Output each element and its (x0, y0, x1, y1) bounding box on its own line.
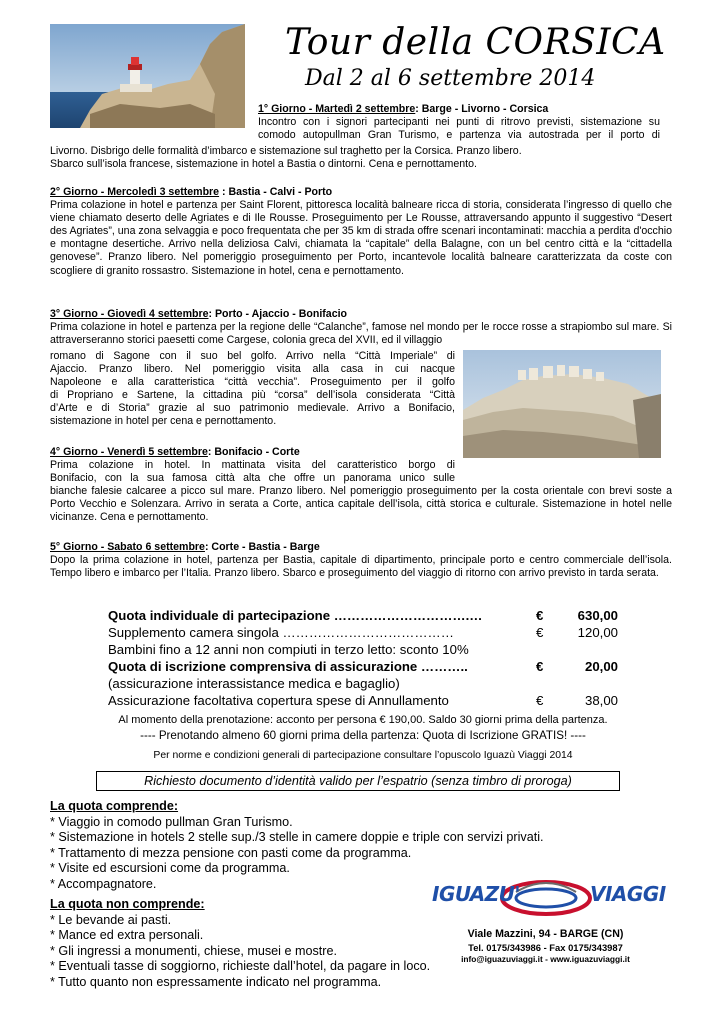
agency-phone: Tel. 0175/343986 - Fax 0175/343987 (468, 942, 623, 953)
logo-text-right: VIAGGI (590, 882, 666, 906)
list-item: * Mance ed extra personali. (50, 928, 204, 943)
agency-web: info@iguazuviaggi.it - www.iguazuviaggi.it (461, 954, 630, 964)
day4-line-2: Bonifacio, con la sua famosa città alta che offre un panorama unico sulle (50, 472, 455, 485)
supplement-amount: 120,00 (577, 625, 618, 640)
supplement-label: Supplemento camera singola ………………………………… (108, 625, 454, 640)
list-item: * Viaggio in comodo pullman Gran Turismo. (50, 814, 293, 829)
list-item: * Visite ed escursioni come da programma. (50, 861, 290, 876)
registration-currency: € (536, 659, 544, 674)
registration-note: (assicurazione interassistance medica e bagaglio) (108, 676, 400, 691)
list-item: * Eventuali tasse di soggiorno, richieste dall’hotel, da pagare in loco. (50, 959, 431, 974)
day1-line-2: comodo autopullman Gran Turismo, e partenza via autostrada per il porto di (258, 129, 660, 142)
day1-block (258, 103, 660, 142)
list-item: * Accompagnatore. (50, 876, 157, 891)
deposit-note: Al momento della prenotazione: acconto per persona € 190,00. Saldo 30 giorni prima della partenza. (118, 714, 608, 726)
day4-heading: 4° Giorno - Venerdì 5 settembre (50, 446, 208, 458)
document-title: Tour della CORSICA (285, 22, 666, 63)
not-included-list (50, 897, 470, 991)
day3-line-5: d’Arte e di Storia” grazie al suo patrimonio medievale. Arrivo a Bonifacio, (50, 402, 455, 415)
day3-line-4: di Propriano e Sartene, la cittadina più “corsa” dell’isola considerata “Città (50, 389, 455, 402)
not-included-heading: La quota non comprende: (50, 897, 205, 911)
day1-line-3: Livorno. Disbrigo delle formalità d’imbarco e sistemazione sul traghetto per la Corsica. Pranzo libero. (50, 145, 522, 157)
list-item: * Trattamento di mezza pensione con pasti come da programma. (50, 845, 412, 860)
document-requirement-box: Richiesto documento d’identità valido per l’espatrio (senza timbro di proroga) (96, 771, 620, 791)
day2-text: Prima colazione in hotel e partenza per Saint Florent, pittoresca località balneare ricca di storia, considerata l’ingresso di quello che viene chiamato deserto delle Agriates e di Ile Rousse. Proseguimento per Le Rousse, attraversando appunto il suggestivo “Desert des Agriates”, una zona selvaggia e poco frequentata che per 35 km di strada offre scenari incontaminati: macchia a perdita d'occhio e montagne desertiche. Arrivo nella deliziosa Calvi, chiamata la “capitale” della Balagne, con un bel centro città e la “cittadella genovese”. Pranzo libero. Nel pomeriggio proseguimento per Porto, incantevole località balneare caratterizzata da coste con scogliere di granito rossastro. Sistemazione in hotel, cena e pernottamento. (50, 199, 672, 277)
cancellation-label: Assicurazione facoltativa copertura spese di Annullamento (108, 693, 449, 708)
day5-text: Dopo la prima colazione in hotel, partenza per Bastia, capitale di dipartimento, principale porto e centro commerciale dell’isola. Tempo libero e imbarco per l’Italia. Pranzo libero. Sbarco e proseguimento del viaggio di ritorno con arrivo previsto in tarda serata. (50, 554, 672, 580)
quota-amount: 630,00 (577, 608, 618, 623)
day5-block (50, 541, 672, 580)
list-item: * Tutto quanto non espressamente indicato nel programma. (50, 974, 382, 989)
quota-currency: € (536, 608, 544, 623)
terms-note: Per norme e condizioni generali di partecipazione consultare l’opuscolo Iguazù Viaggi 2014 (153, 750, 573, 761)
day3-route: : Porto - Ajaccio - Bonifacio (208, 308, 347, 320)
day3-line-6: sistemazione in hotel per cena e pernottamento. (50, 415, 277, 428)
day3-text-full: Prima colazione in hotel e partenza per la regione delle “Calanche”, famose nel mondo per le rocce rosse a strapiombo sul mare. Si attraverseranno storici paesetti come Cargese, colonia greca del XVII, ed il villaggio (50, 321, 672, 347)
day1-route: : Barge - Livorno - Corsica (415, 103, 549, 115)
day2-heading: 2° Giorno - Mercoledì 3 settembre (50, 186, 220, 198)
day4-text-full: bianche falesie calcaree a picco sul mare. Pranzo libero. Nel pomeriggio proseguimento per la costa orientale con brevi soste a Porto Vecchio e Solenzara. Arrivo in serata a Corte, antica capitale dell’isola, città storica e culturale. Sistemazione in hotel nelle vicinanze. Cena e pernottamento. (50, 485, 672, 524)
lighthouse-photo (50, 24, 245, 128)
quota-label: Quota individuale di partecipazione ………………………….… (108, 608, 483, 623)
day1-line-4: Sbarco sull’isola francese, sistemazione in hotel a Bastia o dintorni. Cena e pernottamento. (50, 158, 477, 170)
document-subtitle: Dal 2 al 6 settembre 2014 (305, 66, 596, 91)
day5-heading: 5° Giorno - Sabato 6 settembre (50, 541, 205, 553)
logo-text-left: IGUAZU' (432, 882, 521, 906)
list-item: * Sistemazione in hotels 2 stelle sup./3 stelle in camere doppie e triple con servizi privati. (50, 830, 544, 845)
bonifacio-photo (463, 350, 661, 458)
agency-address: Viale Mazzini, 94 - BARGE (CN) (467, 928, 624, 940)
day3-block (50, 308, 672, 347)
day2-route: : Bastia - Calvi - Porto (219, 186, 333, 198)
agency-logo (428, 872, 666, 972)
list-item: * Le bevande ai pasti. (50, 912, 172, 927)
cancellation-amount: 38,00 (584, 693, 618, 708)
list-item: * Gli ingressi a monumenti, chiese, musei e mostre. (50, 943, 337, 958)
day3-line-1: romano di Sagone con il suo bel golfo. Arrivo nella “Città Imperiale” di (50, 350, 455, 362)
day4-narrow-block (50, 446, 455, 485)
day4-line-1: Prima colazione in hotel. In mattinata visita del caratteristico borgo di (50, 459, 455, 472)
pricing-table (108, 607, 618, 709)
cancellation-currency: € (536, 693, 544, 708)
day3-line-3: Napoleone e alla caratteristica “città vecchia”. Proseguimento per il golfo (50, 376, 455, 389)
day1-line-1: Incontro con i signori partecipanti nei punti di ritrovo previsti, sistemazione su (258, 116, 660, 129)
registration-amount: 20,00 (584, 659, 618, 674)
day2-block (50, 186, 672, 278)
kids-discount: Bambini fino a 12 anni non compiuti in terzo letto: sconto 10% (108, 642, 469, 657)
promo-note: ---- Prenotando almeno 60 giorni prima della partenza: Quota di Iscrizione GRATIS! ---- (140, 729, 586, 742)
day3-line-2: Ajaccio. Pranzo libero. Nel pomeriggio visita alla casa in cui nacque (50, 363, 455, 376)
day3-narrow-block (50, 350, 455, 429)
supplement-currency: € (536, 625, 544, 640)
registration-label: Quota di iscrizione comprensiva di assicurazione ……….. (108, 659, 468, 674)
included-heading: La quota comprende: (50, 799, 179, 813)
day1-heading: 1° Giorno - Martedì 2 settembre (258, 103, 416, 115)
day4-route: : Bonifacio - Corte (207, 446, 300, 458)
day3-heading: 3° Giorno - Giovedì 4 settembre (50, 308, 209, 320)
day5-route: : Corte - Bastia - Barge (204, 541, 320, 553)
